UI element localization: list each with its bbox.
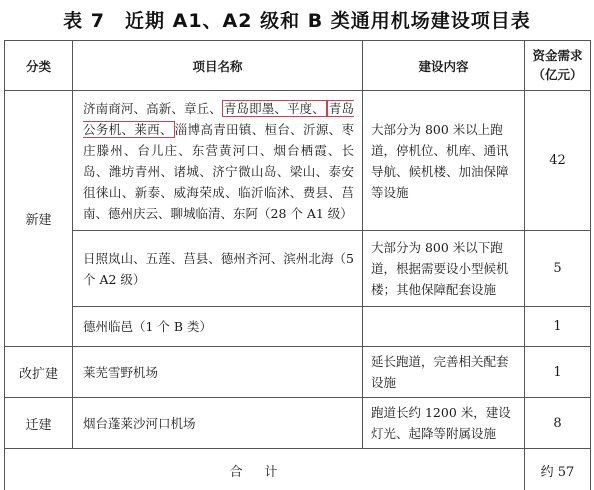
header-fund <box>525 41 591 91</box>
header-content: 建设内容 <box>363 41 525 91</box>
header-fund-line1: 资金需求 <box>532 47 583 63</box>
project-a2: 日照岚山、五莲、莒县、德州齐河、滨州北海（5 个 A2 级） <box>73 231 363 307</box>
table-row <box>5 91 591 231</box>
table-row <box>5 231 591 307</box>
total-fund: 约 57 <box>525 449 591 490</box>
header-project: 项目名称 <box>73 41 363 91</box>
table-row <box>5 398 591 449</box>
project-a1-post: 淄博高青田镇、桓台、沂源、枣庄滕州、台儿庄、东营黄河口、烟台栖霞、长岛、潍坊青州、诸城、济宁微山岛、梁山、泰安徂徕山、新泰、威海荣成、临沂临沭、费县、莒南、德州庆云、聊城临清、东阿（28 个 A1 级） <box>83 121 354 221</box>
fund-relocate: 8 <box>525 398 591 449</box>
category-relocate: 迁建 <box>5 398 73 449</box>
table-row <box>5 307 591 347</box>
content-relocate: 跑道长约 1200 米，建设灯光、起降等附属设施 <box>363 398 525 449</box>
project-expand: 莱芜雪野机场 <box>73 347 363 398</box>
airport-projects-table <box>4 40 591 490</box>
highlight-box-qingdao-1: 青岛即墨、平度、 <box>223 100 325 116</box>
category-new: 新建 <box>5 91 73 347</box>
category-expand: 改扩建 <box>5 347 73 398</box>
total-label: 合计 <box>5 449 525 490</box>
total-row <box>5 449 591 490</box>
project-relocate: 烟台蓬莱沙河口机场 <box>73 398 363 449</box>
content-expand: 延长跑道，完善相关配套设施 <box>363 347 525 398</box>
header-fund-line2: （亿元） <box>532 66 583 82</box>
fund-b: 1 <box>525 307 591 347</box>
content-a1: 大部分为 800 米以上跑道，停机位、机库、通讯导航、候机楼、加油保障等设施 <box>363 91 525 231</box>
project-b: 德州临邑（1 个 B 类） <box>73 307 363 347</box>
highlight-box-qingdao-2: 青岛公务机、莱西、 <box>83 100 354 137</box>
project-a1 <box>73 91 363 231</box>
content-a2: 大部分为 800 米以下跑道，根据需要设小型候机楼；其他保障配套设施 <box>363 231 525 307</box>
fund-a2: 5 <box>525 231 591 307</box>
table-row <box>5 347 591 398</box>
header-category: 分类 <box>5 41 73 91</box>
fund-expand: 1 <box>525 347 591 398</box>
table-title: 表 7 近期 A1、A2 级和 B 类通用机场建设项目表 <box>63 10 531 32</box>
project-a1-pre: 济南商河、高新、章丘、 <box>83 100 222 116</box>
header-row <box>5 41 591 91</box>
content-b <box>363 307 525 347</box>
fund-a1: 42 <box>525 91 591 231</box>
